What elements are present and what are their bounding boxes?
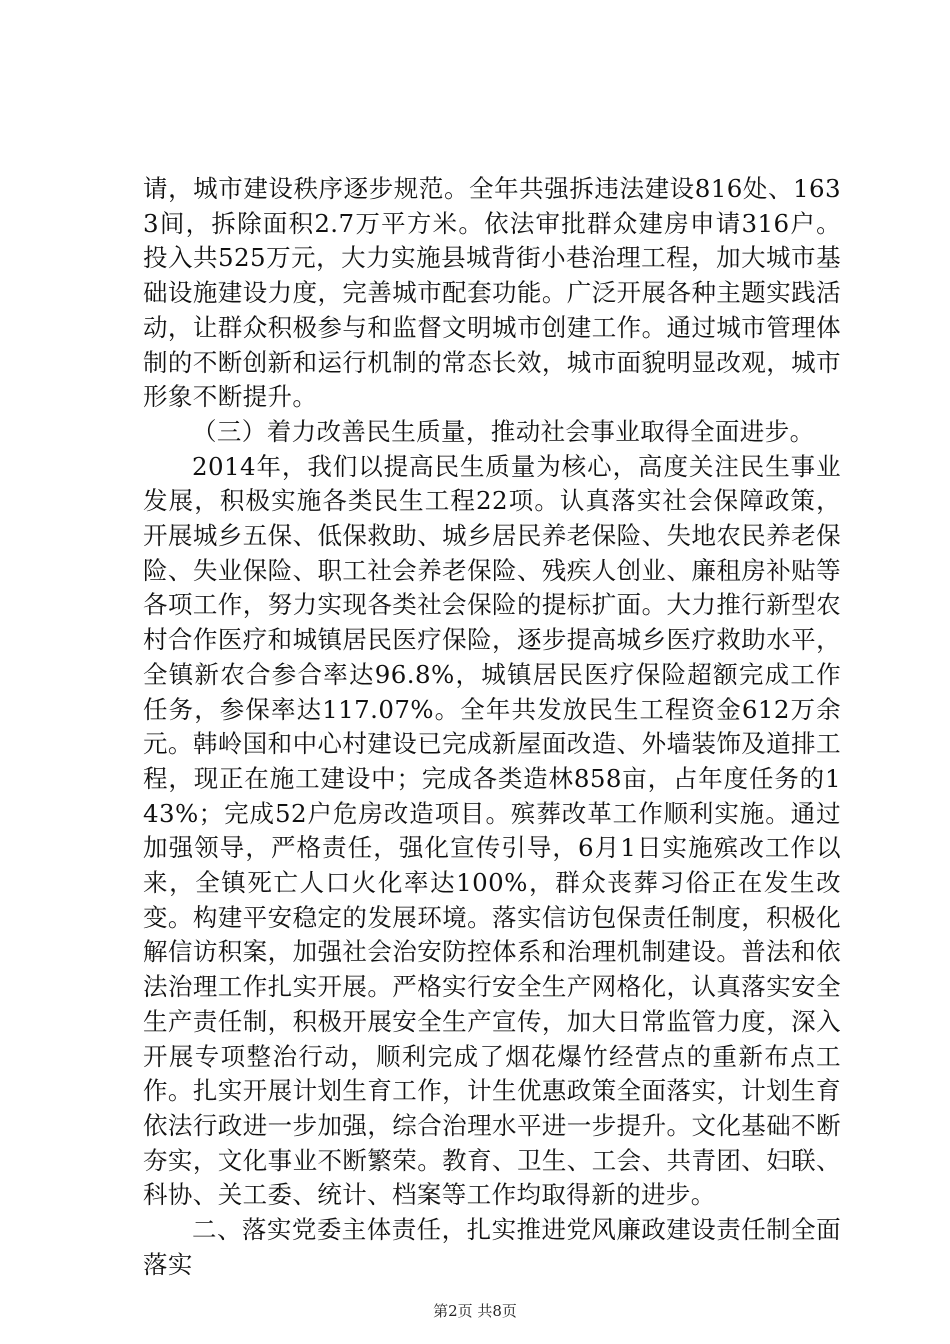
paragraph-livelihood-2014: 2014年，我们以提高民生质量为核心，高度关注民生事业发展，积极实施各类民生工程22项。认真落实社会保障政策，开展城乡五保、低保救助、城乡居民养老保险、失地农民养老保险、失业保险、职工社会养老保险、残疾人创业、廉租房补贴等各项工作，努力实现各类社会保险的提标扩面。大力推行新型农村合作医疗和城镇居民医疗保险，逐步提高城乡医疗救助水平，全镇新农合参合率达96.8%，城镇居民医疗保险超额完成工作任务，参保率达117.07%。全年共发放民生工程资金612万余元。韩岭国和中心村建设已完成新屋面改造、外墙装饰及道排工程，现正在施工建设中；完成各类造林858亩，占年度任务的143%；完成52户危房改造项目。殡葬改革工作顺利实施。通过加强领导，严格责任，强化宣传引导，6月1日实施殡改工作以来，全镇死亡人口火化率达100%，群众丧葬习俗正在发生改变。构建平安稳定的发展环境。落实信访包保责任制度，积极化解信访积案，加强社会治安防控体系和治理机制建设。普法和依法治理工作扎实开展。严格实行安全生产网格化，认真落实安全生产责任制，积极开展安全生产宣传，加大日常监管力度，深入开展专项整治行动，顺利完成了烟花爆竹经营点的重新布点工作。扎实开展计划生育工作，计生优惠政策全面落实，计划生育依法行政进一步加强，综合治理水平进一步提升。文化基础不断夯实，文化事业不断繁荣。教育、卫生、工会、共青团、妇联、科协、关工委、统计、档案等工作均取得新的进步。 — [143, 451, 841, 1210]
section-heading-livelihood: （三）着力改善民生质量，推动社会事业取得全面进步。 — [192, 416, 815, 446]
document-body — [143, 172, 841, 1283]
page-footer: 第2页 共8页 — [433, 1302, 517, 1320]
paragraph-urban-construction: 请，城市建设秩序逐步规范。全年共强拆违法建设816处、1633间，拆除面积2.7万平方米。依法审批群众建房申请316户。投入共525万元，大力实施县城背街小巷治理工程，加大城市基础设施建设力度，完善城市配套功能。广泛开展各种主题实践活动，让群众积极参与和监督文明城市创建工作。通过城市管理体制的不断创新和运行机制的常态长效，城市面貌明显改观，城市形象不断提升。 — [143, 174, 841, 412]
section-heading-party-responsibility: 二、落实党委主体责任，扎实推进党风廉政建设责任制全面落实 — [143, 1215, 841, 1279]
